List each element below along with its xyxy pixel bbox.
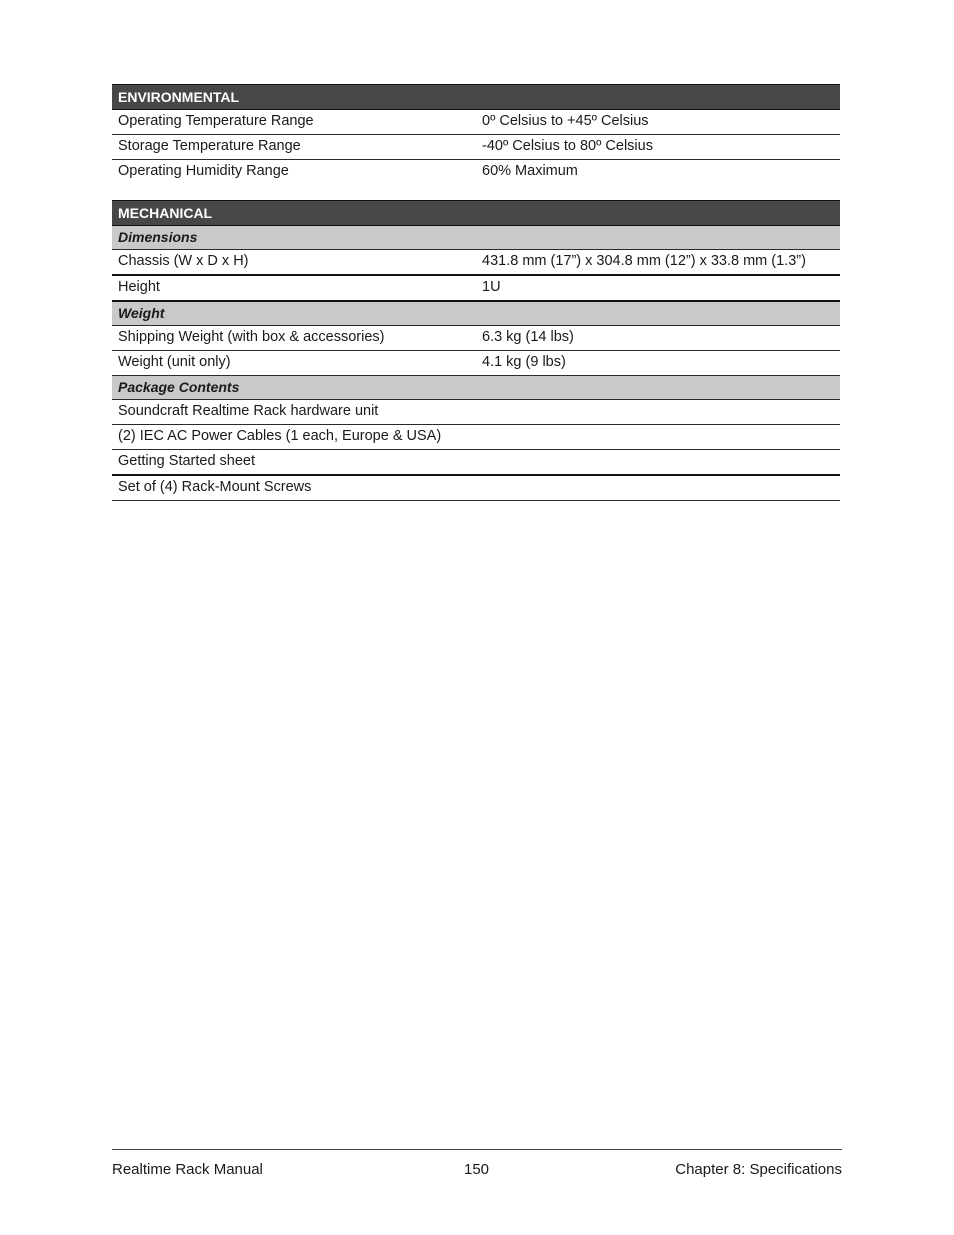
footer-page-number: 150 — [464, 1161, 490, 1178]
subheader-title: Weight — [112, 301, 840, 326]
spec-row — [112, 160, 840, 185]
spec-label: Weight (unit only) — [112, 351, 476, 376]
subheader-title: Package Contents — [112, 376, 840, 400]
spec-value: 60% Maximum — [476, 160, 840, 185]
spec-label: Chassis (W x D x H) — [112, 250, 476, 276]
footer-chapter-title: Chapter 8: Specifications — [675, 1161, 842, 1178]
package-item: Getting Started sheet — [112, 450, 476, 476]
spec-label: Operating Temperature Range — [112, 110, 476, 135]
spec-value: -40º Celsius to 80º Celsius — [476, 135, 840, 160]
spec-label: Shipping Weight (with box & accessories) — [112, 326, 476, 351]
spec-row — [112, 275, 840, 301]
spec-label: Operating Humidity Range — [112, 160, 476, 185]
section-title: ENVIRONMENTAL — [112, 85, 840, 110]
spec-value: 431.8 mm (17”) x 304.8 mm (12”) x 33.8 mm (1.3”) — [476, 250, 840, 276]
package-item-row — [112, 475, 840, 501]
spec-row — [112, 135, 840, 160]
package-item-row — [112, 450, 840, 476]
package-item-row — [112, 400, 840, 425]
section-title: MECHANICAL — [112, 201, 840, 226]
section-header-mechanical — [112, 201, 840, 226]
spec-value: 6.3 kg (14 lbs) — [476, 326, 840, 351]
footer-manual-title: Realtime Rack Manual — [112, 1161, 263, 1178]
subheader-weight — [112, 301, 840, 326]
subheader-dimensions — [112, 226, 840, 250]
package-item-row — [112, 425, 840, 450]
spec-value: 1U — [476, 275, 840, 301]
environmental-spec-table — [112, 84, 840, 184]
footer-divider — [112, 1149, 842, 1150]
subheader-title: Dimensions — [112, 226, 840, 250]
section-header-environmental — [112, 85, 840, 110]
spec-row — [112, 326, 840, 351]
spec-value: 4.1 kg (9 lbs) — [476, 351, 840, 376]
spec-label: Storage Temperature Range — [112, 135, 476, 160]
package-item: Set of (4) Rack-Mount Screws — [112, 475, 476, 501]
spec-row — [112, 351, 840, 376]
package-item: (2) IEC AC Power Cables (1 each, Europe & USA) — [112, 425, 840, 450]
spec-value: 0º Celsius to +45º Celsius — [476, 110, 840, 135]
empty-cell — [476, 475, 840, 501]
empty-cell — [476, 450, 840, 476]
subheader-package-contents — [112, 376, 840, 400]
empty-cell — [476, 400, 840, 425]
package-item: Soundcraft Realtime Rack hardware unit — [112, 400, 476, 425]
spec-label: Height — [112, 275, 476, 301]
spec-row — [112, 250, 840, 276]
mechanical-spec-table — [112, 200, 840, 501]
spec-row — [112, 110, 840, 135]
